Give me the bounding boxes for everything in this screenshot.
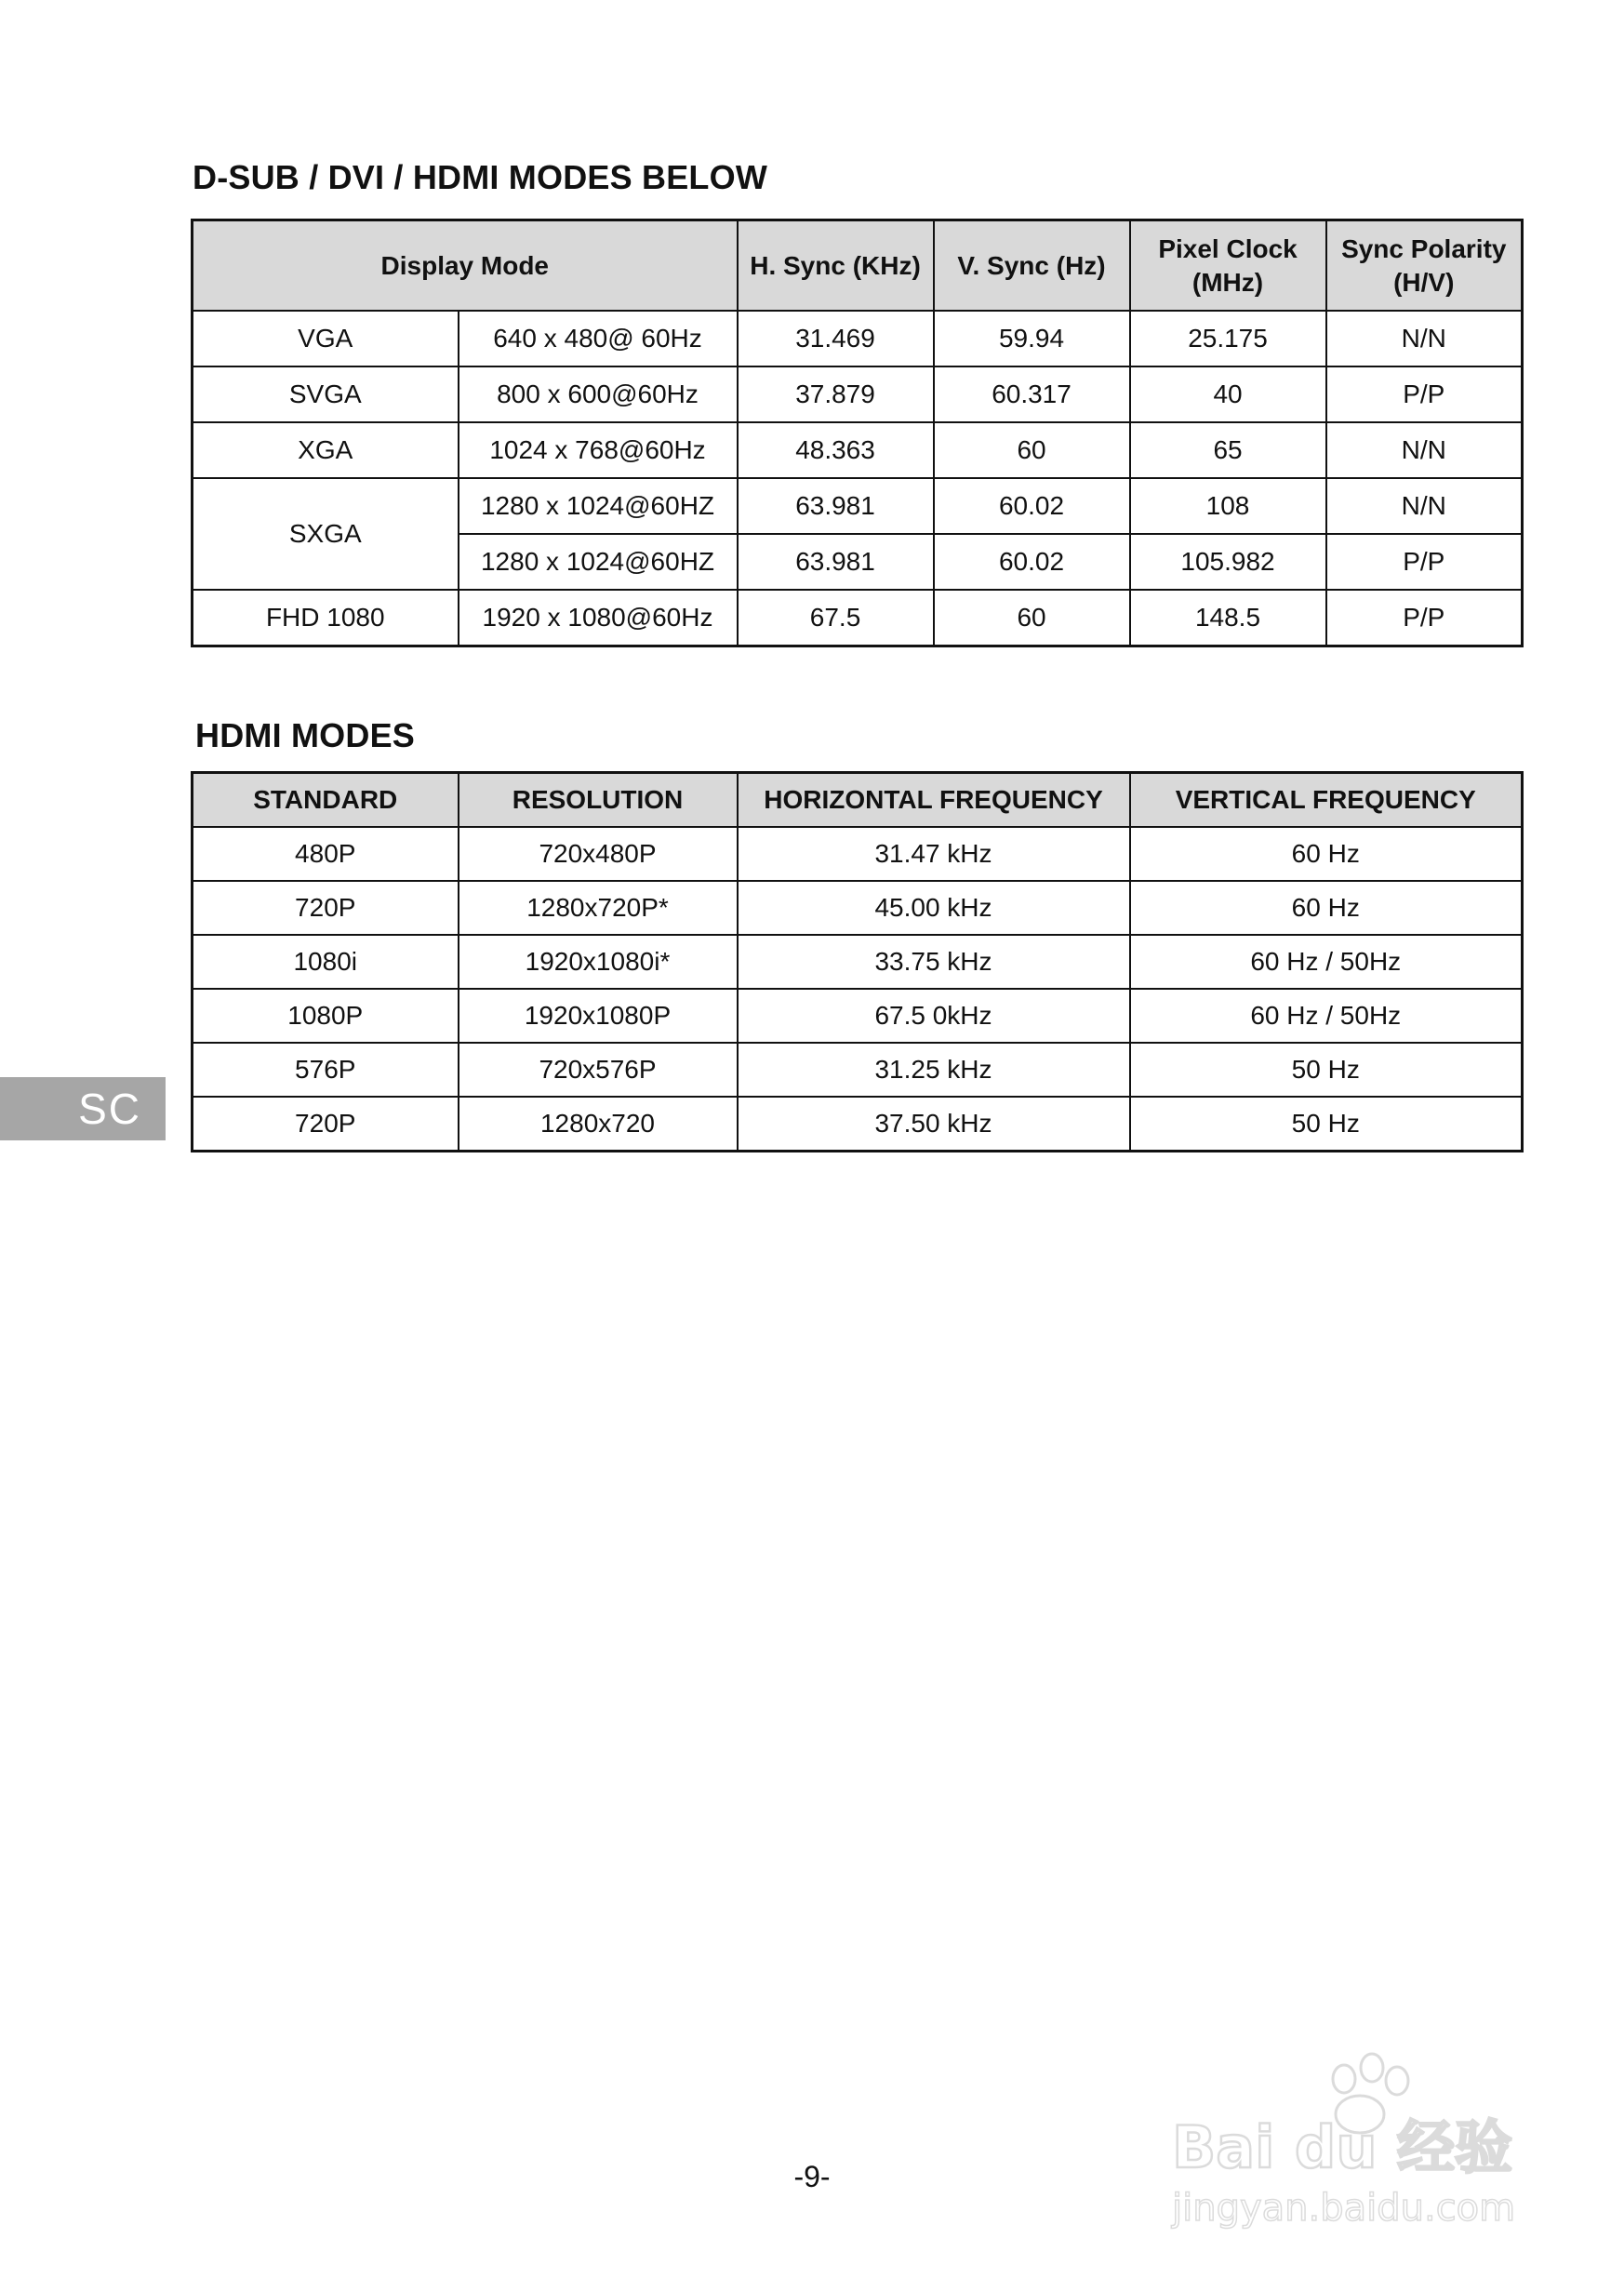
header-resolution: RESOLUTION	[459, 773, 738, 828]
cell-mode: SXGA	[193, 478, 459, 590]
cell-hsync: 63.981	[738, 534, 934, 590]
language-side-tab: SC	[0, 1077, 166, 1140]
table-row	[193, 1097, 1523, 1152]
table-row	[193, 827, 1523, 881]
header-display-mode: Display Mode	[193, 220, 738, 312]
cell-standard: 1080P	[193, 989, 459, 1043]
cell-hfreq: 67.5 0kHz	[738, 989, 1130, 1043]
cell-vsync: 60	[934, 590, 1130, 646]
cell-vfreq: 60 Hz	[1130, 827, 1523, 881]
header-sync-polarity: Sync Polarity (H/V)	[1326, 220, 1523, 312]
cell-vsync: 60.02	[934, 478, 1130, 534]
cell-standard: 1080i	[193, 935, 459, 989]
cell-vsync: 60	[934, 422, 1130, 478]
cell-polarity: N/N	[1326, 311, 1523, 366]
cell-resolution: 1920 x 1080@60Hz	[459, 590, 738, 646]
table-row	[193, 1043, 1523, 1097]
table-header-row	[193, 773, 1523, 828]
cell-resolution: 1280x720	[459, 1097, 738, 1152]
section-title-hdmi: HDMI MODES	[195, 716, 415, 754]
cell-polarity: N/N	[1326, 478, 1523, 534]
cell-resolution: 1920x1080i*	[459, 935, 738, 989]
cell-resolution: 640 x 480@ 60Hz	[459, 311, 738, 366]
header-horizontal-frequency: HORIZONTAL FREQUENCY	[738, 773, 1130, 828]
cell-resolution: 720x480P	[459, 827, 738, 881]
cell-hsync: 67.5	[738, 590, 934, 646]
baidu-watermark-logo	[1153, 2042, 1563, 2237]
cell-polarity: P/P	[1326, 366, 1523, 422]
cell-hsync: 31.469	[738, 311, 934, 366]
table-row	[193, 311, 1523, 366]
cell-resolution: 720x576P	[459, 1043, 738, 1097]
dsub-modes-table	[191, 219, 1524, 647]
header-hsync: H. Sync (KHz)	[738, 220, 934, 312]
cell-resolution: 1280 x 1024@60HZ	[459, 478, 738, 534]
table-row	[193, 478, 1523, 534]
table-row	[193, 422, 1523, 478]
cell-polarity: P/P	[1326, 534, 1523, 590]
cell-vfreq: 50 Hz	[1130, 1043, 1523, 1097]
header-standard: STANDARD	[193, 773, 459, 828]
cell-resolution: 1024 x 768@60Hz	[459, 422, 738, 478]
table-row	[193, 590, 1523, 646]
cell-vfreq: 60 Hz / 50Hz	[1130, 935, 1523, 989]
watermark-url: jingyan.baidu.com	[1172, 2187, 1516, 2230]
cell-pixel-clock: 105.982	[1130, 534, 1326, 590]
header-vsync: V. Sync (Hz)	[934, 220, 1130, 312]
header-vertical-frequency: VERTICAL FREQUENCY	[1130, 773, 1523, 828]
cell-mode: FHD 1080	[193, 590, 459, 646]
table-row	[193, 881, 1523, 935]
cell-vfreq: 60 Hz	[1130, 881, 1523, 935]
cell-polarity: N/N	[1326, 422, 1523, 478]
cell-hsync: 48.363	[738, 422, 934, 478]
cell-resolution: 1920x1080P	[459, 989, 738, 1043]
cell-vsync: 60.317	[934, 366, 1130, 422]
cell-hsync: 63.981	[738, 478, 934, 534]
cell-vsync: 60.02	[934, 534, 1130, 590]
cell-hfreq: 45.00 kHz	[738, 881, 1130, 935]
hdmi-modes-table	[191, 771, 1524, 1152]
cell-resolution: 1280 x 1024@60HZ	[459, 534, 738, 590]
cell-standard: 720P	[193, 1097, 459, 1152]
cell-resolution: 1280x720P*	[459, 881, 738, 935]
cell-hfreq: 31.25 kHz	[738, 1043, 1130, 1097]
cell-pixel-clock: 65	[1130, 422, 1326, 478]
cell-standard: 576P	[193, 1043, 459, 1097]
cell-pixel-clock: 108	[1130, 478, 1326, 534]
header-pixel-clock: Pixel Clock (MHz)	[1130, 220, 1326, 312]
page-number: -9-	[793, 2160, 831, 2193]
cell-vfreq: 60 Hz / 50Hz	[1130, 989, 1523, 1043]
cell-standard: 480P	[193, 827, 459, 881]
cell-standard: 720P	[193, 881, 459, 935]
table-header-row	[193, 220, 1523, 312]
table-row	[193, 935, 1523, 989]
cell-mode: VGA	[193, 311, 459, 366]
cell-mode: XGA	[193, 422, 459, 478]
cell-resolution: 800 x 600@60Hz	[459, 366, 738, 422]
table-row	[193, 989, 1523, 1043]
cell-hsync: 37.879	[738, 366, 934, 422]
cell-polarity: P/P	[1326, 590, 1523, 646]
table-row	[193, 366, 1523, 422]
cell-pixel-clock: 40	[1130, 366, 1326, 422]
cell-pixel-clock: 25.175	[1130, 311, 1326, 366]
cell-vsync: 59.94	[934, 311, 1130, 366]
section-title-dsub: D-SUB / DVI / HDMI MODES BELOW	[193, 158, 767, 196]
cell-hfreq: 37.50 kHz	[738, 1097, 1130, 1152]
cell-mode: SVGA	[193, 366, 459, 422]
cell-pixel-clock: 148.5	[1130, 590, 1326, 646]
cell-hfreq: 31.47 kHz	[738, 827, 1130, 881]
cell-vfreq: 50 Hz	[1130, 1097, 1523, 1152]
watermark-brand: Bai du 经验	[1172, 2113, 1513, 2181]
cell-hfreq: 33.75 kHz	[738, 935, 1130, 989]
